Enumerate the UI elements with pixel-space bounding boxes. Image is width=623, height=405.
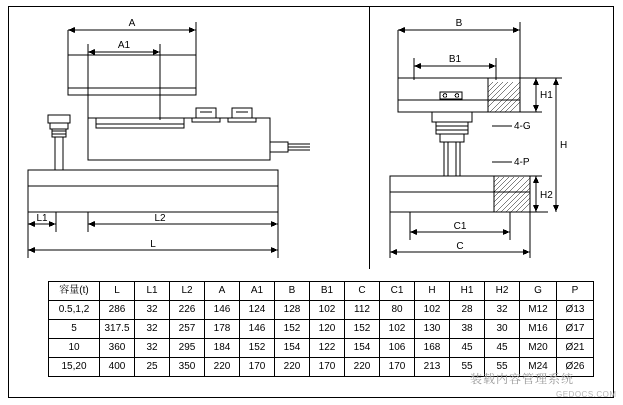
table-header-row bbox=[49, 282, 594, 301]
col-header-B: B bbox=[275, 282, 310, 301]
cell-C: 220 bbox=[345, 358, 380, 377]
cell-H: 168 bbox=[415, 339, 450, 358]
cell-B1: 120 bbox=[310, 320, 345, 339]
col-header-L2: L2 bbox=[170, 282, 205, 301]
cell-capacity: 5 bbox=[49, 320, 100, 339]
col-header-H2: H2 bbox=[485, 282, 520, 301]
cell-L2: 226 bbox=[170, 301, 205, 320]
table-row bbox=[49, 339, 594, 358]
cell-A1: 146 bbox=[240, 320, 275, 339]
cell-A1: 170 bbox=[240, 358, 275, 377]
cell-C: 112 bbox=[345, 301, 380, 320]
dim-label-L2: L2 bbox=[154, 213, 166, 224]
cell-H1: 38 bbox=[450, 320, 485, 339]
cell-L2: 295 bbox=[170, 339, 205, 358]
dim-label-H: H bbox=[560, 140, 568, 151]
cell-L1: 32 bbox=[135, 301, 170, 320]
cell-H: 102 bbox=[415, 301, 450, 320]
cell-P: Ø26 bbox=[557, 358, 594, 377]
cell-H: 130 bbox=[415, 320, 450, 339]
cell-C: 152 bbox=[345, 320, 380, 339]
cell-A: 220 bbox=[205, 358, 240, 377]
cell-capacity: 15,20 bbox=[49, 358, 100, 377]
cell-H2: 32 bbox=[485, 301, 520, 320]
dim-label-L1: L1 bbox=[36, 213, 48, 224]
cell-H: 213 bbox=[415, 358, 450, 377]
cell-P: Ø21 bbox=[557, 339, 594, 358]
cell-L2: 257 bbox=[170, 320, 205, 339]
cell-A: 146 bbox=[205, 301, 240, 320]
dim-label-A: A bbox=[128, 18, 136, 29]
col-header-C: C bbox=[345, 282, 380, 301]
cell-H1: 45 bbox=[450, 339, 485, 358]
cell-B1: 170 bbox=[310, 358, 345, 377]
col-header-G: G bbox=[520, 282, 557, 301]
cell-B1: 122 bbox=[310, 339, 345, 358]
table-row bbox=[49, 320, 594, 339]
dim-label-H1: H1 bbox=[540, 90, 553, 101]
cell-L: 286 bbox=[100, 301, 135, 320]
cell-L2: 350 bbox=[170, 358, 205, 377]
table-row bbox=[49, 301, 594, 320]
cell-H1: 28 bbox=[450, 301, 485, 320]
cell-H2: 45 bbox=[485, 339, 520, 358]
cell-capacity: 10 bbox=[49, 339, 100, 358]
col-header-A: A bbox=[205, 282, 240, 301]
cell-A1: 124 bbox=[240, 301, 275, 320]
dim-label-B1: B1 bbox=[448, 54, 462, 65]
col-header-L: L bbox=[100, 282, 135, 301]
dim-label-B: B bbox=[455, 18, 463, 29]
dim-label-C1: C1 bbox=[453, 221, 467, 232]
cell-A: 184 bbox=[205, 339, 240, 358]
cell-B: 128 bbox=[275, 301, 310, 320]
cell-C1: 102 bbox=[380, 320, 415, 339]
dim-label-H2: H2 bbox=[540, 190, 553, 201]
cell-C1: 170 bbox=[380, 358, 415, 377]
col-header-L1: L1 bbox=[135, 282, 170, 301]
col-header-H: H bbox=[415, 282, 450, 301]
callout-4-P: 4-P bbox=[514, 157, 530, 168]
cell-capacity: 0.5,1,2 bbox=[49, 301, 100, 320]
cell-L: 360 bbox=[100, 339, 135, 358]
dim-label-A1: A1 bbox=[117, 40, 131, 51]
callout-4-G: 4-G bbox=[514, 121, 531, 132]
cell-H2: 30 bbox=[485, 320, 520, 339]
cell-B: 220 bbox=[275, 358, 310, 377]
cell-H2: 55 bbox=[485, 358, 520, 377]
col-header-H1: H1 bbox=[450, 282, 485, 301]
cell-L1: 32 bbox=[135, 320, 170, 339]
col-header-P: P bbox=[557, 282, 594, 301]
cell-B1: 102 bbox=[310, 301, 345, 320]
dim-label-L: L bbox=[150, 239, 156, 250]
cell-L1: 32 bbox=[135, 339, 170, 358]
col-header-C1: C1 bbox=[380, 282, 415, 301]
cell-P: Ø17 bbox=[557, 320, 594, 339]
cell-G: M12 bbox=[520, 301, 557, 320]
cell-C1: 106 bbox=[380, 339, 415, 358]
cell-H1: 55 bbox=[450, 358, 485, 377]
cell-L: 400 bbox=[100, 358, 135, 377]
cell-C: 154 bbox=[345, 339, 380, 358]
watermark-text: 装载内容管理系统 bbox=[470, 372, 575, 386]
cell-L1: 25 bbox=[135, 358, 170, 377]
spec-table bbox=[48, 281, 594, 377]
col-header-A1: A1 bbox=[240, 282, 275, 301]
watermark-sub: GEDOCS.COM bbox=[556, 390, 617, 399]
dim-label-C: C bbox=[456, 241, 464, 252]
cell-C1: 80 bbox=[380, 301, 415, 320]
cell-A: 178 bbox=[205, 320, 240, 339]
col-header-capacity: 容量(t) bbox=[49, 282, 100, 301]
cell-A1: 152 bbox=[240, 339, 275, 358]
cell-B: 154 bbox=[275, 339, 310, 358]
cell-P: Ø13 bbox=[557, 301, 594, 320]
cell-L: 317.5 bbox=[100, 320, 135, 339]
cell-G: M24 bbox=[520, 358, 557, 377]
cell-G: M16 bbox=[520, 320, 557, 339]
cell-G: M20 bbox=[520, 339, 557, 358]
col-header-B1: B1 bbox=[310, 282, 345, 301]
cell-B: 152 bbox=[275, 320, 310, 339]
